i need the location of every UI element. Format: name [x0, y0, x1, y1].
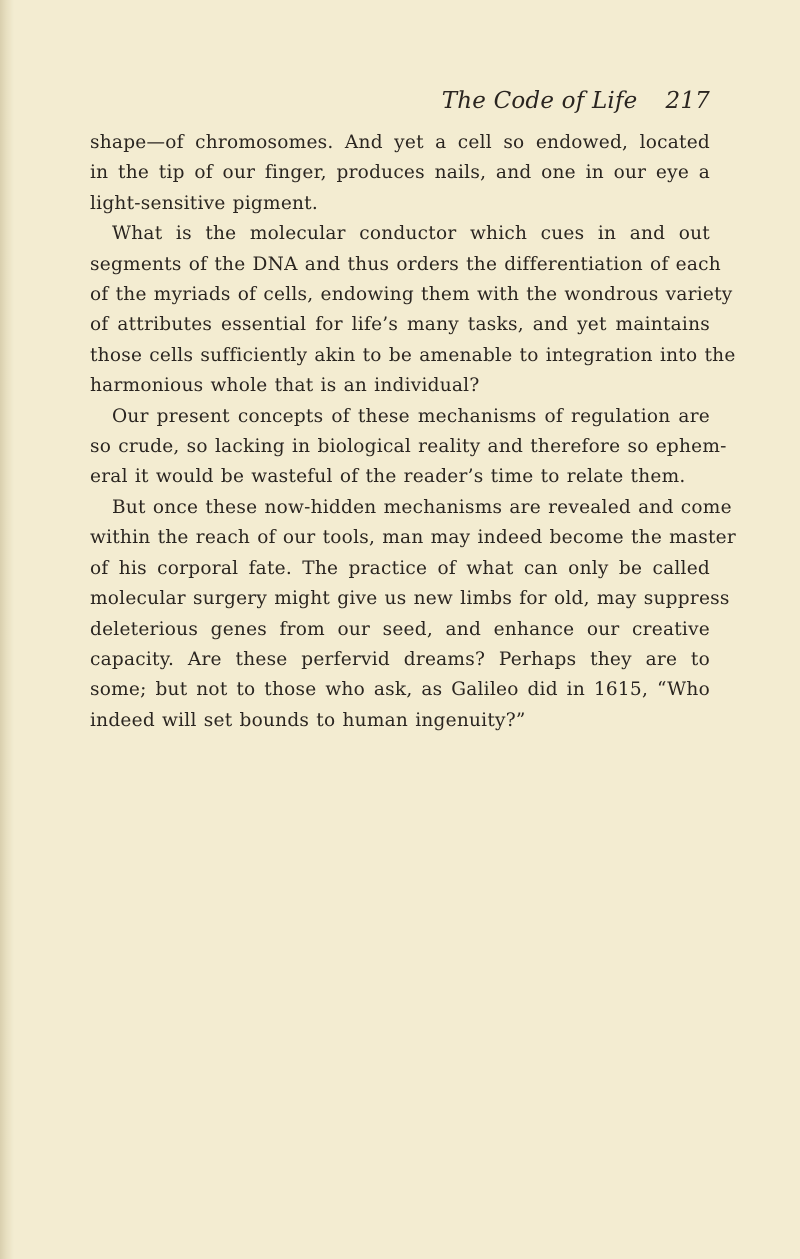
text-line: some; but not to those who ask, as Galileo did in 1615, “Who [90, 679, 710, 701]
text-line: capacity. Are these perfervid dreams? Perhaps they are to [90, 648, 710, 670]
text-line: But once these now-hidden mechanisms are revealed and come [112, 496, 732, 518]
text-line: harmonious whole that is an individual? [90, 375, 480, 397]
text-line: shape—of chromosomes. And yet a cell so endowed, located [90, 132, 710, 153]
text-line: within the reach of our tools, man may indeed become the master [90, 527, 736, 549]
text-line: molecular surgery might give us new limbs for old, may suppress [90, 588, 730, 610]
text-line: indeed will set bounds to human ingenuity?” [90, 709, 526, 731]
page-number: 217 [665, 88, 710, 114]
text-line: segments of the DNA and thus orders the differentiation of each [90, 253, 721, 275]
text-line: of the myriads of cells, endowing them with the wondrous variety [90, 284, 733, 306]
text-line: of his corporal fate. The practice of what can only be called [90, 557, 710, 579]
text-line: of attributes essential for life’s many tasks, and yet maintains [90, 314, 710, 336]
text-line: so crude, so lacking in biological reality and therefore so ephem- [90, 436, 727, 458]
text-line: deleterious genes from our seed, and enhance our creative [90, 618, 710, 640]
text-line: those cells sufficiently akin to be amenable to integration into the [90, 344, 736, 366]
text-line: Our present concepts of these mechanisms of regulation are [112, 405, 710, 427]
page-binding-shadow [0, 0, 14, 1259]
body-text [90, 128, 736, 736]
text-line: in the tip of our finger, produces nails, and one in our eye a [90, 162, 710, 184]
text-line: light-sensitive pigment. [90, 192, 318, 214]
running-head [90, 88, 710, 122]
text-line: eral it would be wasteful of the reader’s time to relate them. [90, 466, 686, 488]
text-line: What is the molecular conductor which cues in and out [112, 223, 710, 245]
running-head-title: The Code of Life [441, 88, 638, 114]
